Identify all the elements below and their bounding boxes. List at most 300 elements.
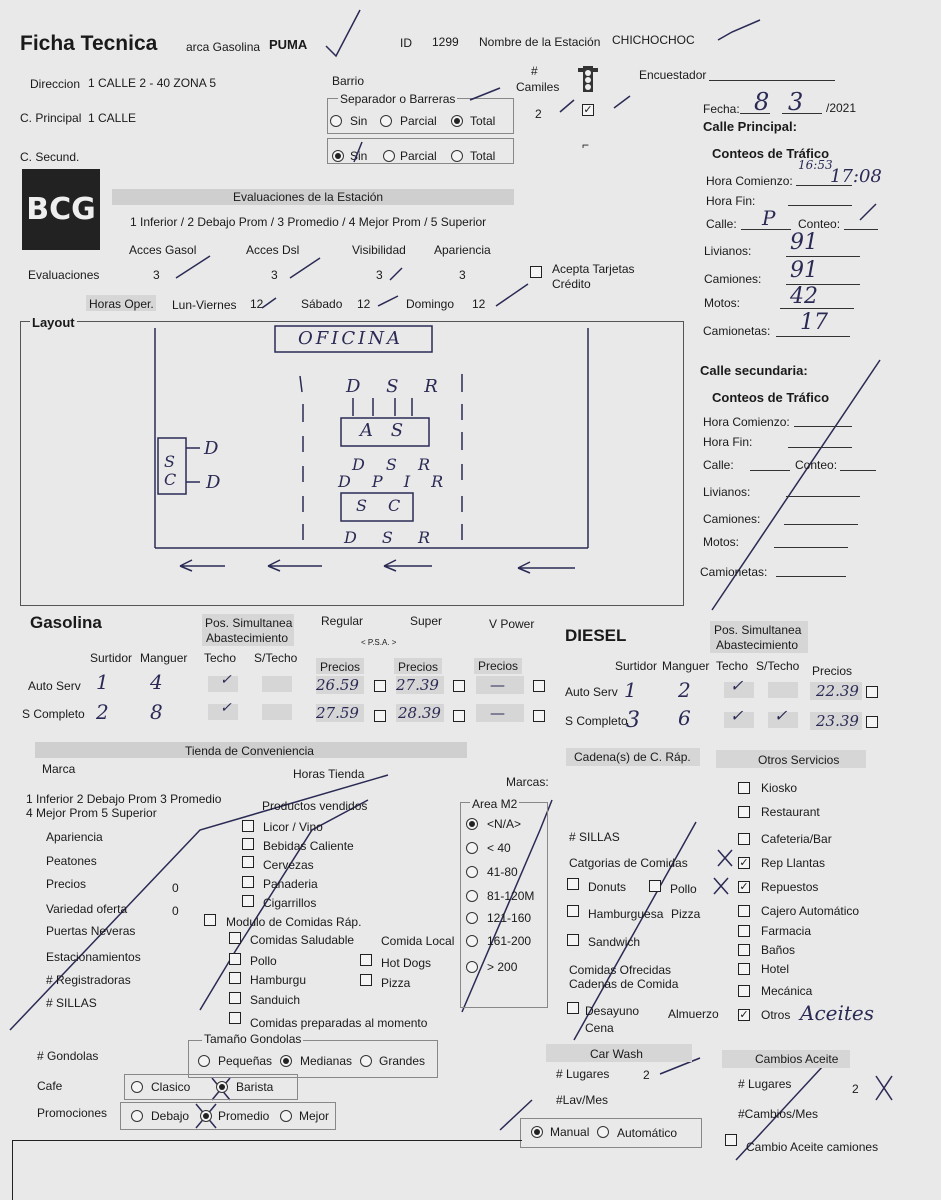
cafe-label: Cafe (37, 1079, 63, 1093)
tienda-eval-variedad-value[interactable]: 0 (172, 904, 179, 918)
otros-item-label: Rep Llantas (761, 856, 826, 870)
cp-hora-fin-field[interactable] (788, 205, 852, 206)
cp-hora-comienzo-label: Hora Comienzo: (706, 174, 793, 188)
area-41-80-radio[interactable] (466, 866, 478, 878)
domingo-value[interactable]: 12 (472, 297, 486, 311)
gasolina-scompleto-vpower-checkbox[interactable] (533, 710, 545, 722)
tienda-eval-precios: Precios (46, 877, 87, 891)
tienda-scale-1: 1 Inferior 2 Debajo Prom 3 Promedio (26, 792, 222, 806)
modulo-pollo-label: Pollo (250, 954, 277, 968)
gasolina-autoserv-label: Auto Serv (28, 679, 81, 693)
carwash-lavmes-label: #Lav/Mes (556, 1093, 609, 1107)
semaforo-principal-checkbox[interactable]: ✓ (583, 104, 593, 116)
fecha-year: /2021 (826, 101, 857, 115)
gasolina-autoserv-techo-check: ✓ (220, 672, 232, 688)
cp-motos-value[interactable]: 42 (790, 284, 818, 309)
comidas-saludable-label: Comidas Saludable (250, 933, 355, 947)
gasolina-autoserv-vpower[interactable]: — (490, 676, 505, 694)
cp-conteo-label: Conteo: (798, 217, 841, 231)
cadena-hamburguesa-label: Hamburguesa (588, 907, 664, 921)
cadena-pollo-label: Pollo (670, 882, 697, 896)
gasolina-scompleto-super[interactable]: 28.39 (398, 704, 441, 722)
area-161-200-label: 161-200 (487, 934, 532, 948)
layout-as: A S (360, 420, 410, 441)
hot-dogs-label: Hot Dogs (381, 956, 432, 970)
tienda-horas-label: Horas Tienda (293, 767, 365, 781)
otros-title: Otros Servicios (758, 753, 840, 767)
promociones-label: Promociones (37, 1106, 108, 1120)
cadena-ofrecidas-2: Cadenas de Comida (569, 977, 679, 991)
area-na-radio[interactable] (466, 818, 478, 830)
cp-hora-comienzo-field[interactable] (796, 185, 852, 186)
diesel-stecho-label: S/Techo (756, 659, 800, 673)
diesel-pos-sim: Pos. Simultanea (714, 623, 802, 637)
diesel-autoserv-label: Auto Serv (565, 685, 618, 699)
otros-item-label: Restaurant (761, 805, 820, 819)
gasolina-vpower-precios: Precios (478, 659, 519, 673)
gasolina-autoserv-stecho[interactable] (262, 676, 292, 692)
area-81-120-radio[interactable] (466, 890, 478, 902)
modulo-hamburgu-checkbox[interactable] (229, 972, 241, 984)
cs-conteo-label: Conteo: (795, 458, 838, 472)
tamano-medianas-label: Medianas (300, 1054, 353, 1068)
comida-local-label: Comida Local (381, 934, 455, 948)
cs-motos-field[interactable] (774, 547, 848, 548)
otros-item-label: Farmacia (761, 924, 812, 938)
cp-camionetas-label: Camionetas: (703, 324, 771, 338)
preparadas-label: Comidas preparadas al momento (250, 1016, 428, 1030)
modulo-hamburgu-label: Hamburgu (250, 973, 307, 987)
otros-item-checkbox[interactable] (738, 985, 750, 997)
fecha-label: Fecha: (703, 102, 740, 116)
separador-sin-radio[interactable] (330, 115, 342, 127)
tienda-eval-peatones: Peatones (46, 854, 97, 868)
cp-camionetas-field[interactable] (776, 336, 850, 337)
aceite-cambios-mes-label: #Cambios/Mes (738, 1107, 819, 1121)
carwash-lugares-label: # Lugares (556, 1067, 610, 1081)
area-161-200-radio[interactable] (466, 935, 478, 947)
layout-side-s: S (164, 452, 175, 471)
id-label: ID (400, 36, 412, 50)
encuestador-field[interactable] (709, 80, 835, 81)
gasolina-scompleto-techo-check: ✓ (220, 700, 232, 716)
camiles-value[interactable]: 2 (535, 107, 542, 121)
otros-item-checkbox[interactable] (738, 782, 750, 794)
area-40-label: < 40 (487, 841, 511, 855)
separador-parcial-label: Parcial (400, 114, 437, 128)
separador2-total-label: Total (470, 149, 496, 163)
cs-calle-field[interactable] (750, 470, 790, 471)
hot-dogs-checkbox[interactable] (360, 954, 372, 966)
aceite-title: Cambios Aceite (755, 1052, 839, 1066)
otros-hand-value[interactable]: Aceites (800, 1001, 875, 1025)
tienda-eval-registradoras: # Registradoras (46, 973, 131, 987)
separador2-total-radio[interactable] (451, 150, 463, 162)
diesel-precios-label: Precios (812, 664, 853, 678)
cs-hora-comienzo-label: Hora Comienzo: (703, 415, 790, 429)
cs-livianos-label: Livianos: (703, 485, 751, 499)
tamano-grandes-radio[interactable] (360, 1055, 372, 1067)
cadena-title: Cadena(s) de C. Ráp. (574, 750, 691, 764)
diesel-scompleto-precio[interactable]: 23.39 (816, 712, 859, 730)
cadena-desayuno-label: Desayuno (585, 1004, 640, 1018)
cp-conteo-field[interactable] (844, 229, 878, 230)
otros-item-checkbox[interactable] (738, 806, 750, 818)
evaluaciones-row-label: Evaluaciones (28, 268, 100, 282)
tamano-pequenas-label: Pequeñas (218, 1054, 273, 1068)
diesel-scompleto-label: S Completo (565, 714, 628, 728)
encuestador-label: Encuestador (639, 68, 707, 82)
otros-item-checkbox[interactable]: ✓ (739, 881, 749, 893)
otros-item-label: Hotel (761, 962, 790, 976)
cadena-hamburguesa-checkbox[interactable] (567, 905, 579, 917)
tienda-eval-puertas: Puertas Neveras (46, 924, 136, 938)
fecha-month-line (782, 113, 822, 114)
otros-item-label: Cafeteria/Bar (761, 832, 832, 846)
diesel-manguer-label: Manguer (662, 659, 710, 673)
cp-camiones-value[interactable]: 91 (790, 258, 818, 283)
gondolas-label: # Gondolas (37, 1049, 99, 1063)
barrio-label: Barrio (332, 74, 365, 88)
lun-viernes-label: Lun-Viernes (172, 298, 237, 312)
gasolina-techo-label: Techo (204, 651, 237, 665)
cs-hora-comienzo-field[interactable] (794, 426, 852, 427)
direccion-label: Direccion (30, 77, 81, 91)
cadena-donuts-label: Donuts (588, 880, 627, 894)
layout-oficina: OFICINA (298, 328, 403, 349)
cp-motos-label: Motos: (704, 296, 741, 310)
productos-title: Productos vendidos (262, 799, 368, 813)
cadena-categorias: Catgorias de Comidas (569, 856, 688, 870)
tarjetas-label-2: Crédito (552, 277, 591, 291)
otros-item-checkbox[interactable] (738, 944, 750, 956)
calle-principal-title: Calle Principal: (703, 119, 797, 134)
gasolina-scompleto-surtidor[interactable]: 2 (96, 700, 109, 724)
separador-label: Separador o Barreras (340, 92, 456, 106)
tarjetas-label: Acepta Tarjetas (552, 262, 635, 276)
gasolina-pos-sim: Pos. Simultanea (205, 616, 293, 630)
cs-motos-label: Motos: (703, 535, 740, 549)
producto-bebidas-checkbox[interactable] (242, 838, 254, 850)
separador2-parcial-radio[interactable] (383, 150, 395, 162)
otros-item-label: Repuestos (761, 880, 819, 894)
gasolina-regular-label: Regular (321, 614, 364, 628)
carwash-lugares-value[interactable]: 2 (643, 1068, 650, 1082)
area-40-radio[interactable] (466, 842, 478, 854)
modulo-label: Modulo de Comidas Ráp. (226, 915, 362, 929)
separador-total-radio[interactable] (451, 115, 463, 127)
camiles-hash: # (531, 64, 538, 78)
cadena-sillas: # SILLAS (569, 830, 620, 844)
diesel-scompleto-techo-check: ✓ (730, 706, 744, 725)
gasolina-autoserv-surtidor[interactable]: 1 (96, 670, 109, 694)
cp-hora-fin-label: Hora Fin: (706, 194, 756, 208)
gasolina-scompleto-vpower[interactable]: — (490, 704, 505, 722)
diesel-autoserv-manguer[interactable]: 2 (678, 678, 691, 702)
cadena-sandwich-label: Sandwich (588, 935, 641, 949)
layout-side-c: C (164, 470, 177, 489)
fecha-day[interactable]: 8 (754, 88, 770, 116)
cp-hora-comienzo-hand1[interactable]: 16:53 (798, 158, 833, 172)
producto-cigarrillos-checkbox[interactable] (242, 895, 254, 907)
promo-mejor-label: Mejor (299, 1109, 330, 1123)
form-bottom-line-2 (12, 1140, 482, 1141)
gasolina-surtidor-label: Surtidor (90, 651, 133, 665)
diesel-abast: Abastecimiento (716, 638, 799, 652)
promo-debajo-radio[interactable] (131, 1110, 143, 1122)
eval-apariencia-value[interactable]: 3 (459, 268, 466, 282)
otros-item-checkbox[interactable] (738, 905, 750, 917)
gasolina-autoserv-vpower-checkbox[interactable] (533, 680, 545, 692)
diesel-techo-label: Techo (716, 659, 749, 673)
cp-camiones-label: Camiones: (704, 272, 762, 286)
cs-hora-fin-label: Hora Fin: (703, 435, 753, 449)
modulo-pizza-checkbox[interactable] (360, 974, 372, 986)
tienda-eval-sillas: # SILLAS (46, 996, 97, 1010)
calle-secundaria-title: Calle secundaria: (700, 363, 808, 378)
gasolina-scompleto-regular[interactable]: 27.59 (316, 704, 359, 722)
eval-visibilidad-label: Visibilidad (352, 243, 406, 257)
otros-item-label: Cajero Automático (761, 904, 860, 918)
area-title: Area M2 (472, 797, 518, 811)
aceite-lugares-value[interactable]: 2 (852, 1082, 859, 1096)
otros-item-checkbox[interactable]: ✓ (739, 857, 749, 869)
traffic-light-icon (576, 64, 600, 94)
otros-item-label: Mecánica (761, 984, 813, 998)
marca-label: arca Gasolina (186, 40, 261, 54)
tienda-title: Tienda de Conveniencia (185, 744, 314, 758)
separador2-parcial-label: Parcial (400, 149, 437, 163)
gasolina-scompleto-regular-checkbox[interactable] (374, 710, 386, 722)
gasolina-manguer-label: Manguer (140, 651, 188, 665)
cadena-cena-label: Cena (585, 1021, 614, 1035)
carwash-manual-label: Manual (550, 1125, 590, 1139)
area-group (460, 802, 548, 1008)
tamano-medianas-radio[interactable] (280, 1055, 292, 1067)
sabado-label: Sábado (301, 297, 343, 311)
direccion-value[interactable]: 1 CALLE 2 - 40 ZONA 5 (88, 76, 217, 90)
area-200-label: > 200 (487, 960, 518, 974)
tarjetas-checkbox[interactable] (530, 266, 542, 278)
cp-livianos-value[interactable]: 91 (790, 230, 818, 255)
aceite-camiones-checkbox[interactable] (725, 1134, 737, 1146)
tienda-eval-apariencia: Apariencia (46, 830, 103, 844)
carwash-title: Car Wash (590, 1047, 643, 1061)
evaluaciones-scale: 1 Inferior / 2 Debajo Prom / 3 Promedio / 4 Mejor Prom / 5 Superior (130, 215, 487, 229)
cp-livianos-field[interactable] (786, 256, 860, 257)
tamano-grandes-label: Grandes (379, 1054, 426, 1068)
domingo-label: Domingo (406, 297, 455, 311)
id-value[interactable]: 1299 (432, 35, 459, 49)
cs-livianos-field[interactable] (786, 496, 860, 497)
modulo-checkbox[interactable] (204, 914, 216, 926)
modulo-pollo-checkbox[interactable] (229, 953, 241, 965)
layout-side-d1: D (204, 438, 219, 459)
producto-panaderia-checkbox[interactable] (242, 876, 254, 888)
cadena-sandwich-checkbox[interactable] (567, 934, 579, 946)
otros-item-checkbox[interactable]: ✓ (739, 1009, 749, 1021)
eval-acces-dsl-value[interactable]: 3 (271, 268, 278, 282)
producto-panaderia-label: Panaderia (263, 877, 318, 891)
calle-principal-conteos: Conteos de Tráfico (712, 146, 830, 161)
diesel-scompleto-checkbox[interactable] (866, 716, 878, 728)
producto-cigarrillos-label: Cigarrillos (263, 896, 317, 910)
producto-licor-label: Licor / Vino (263, 820, 323, 834)
lun-viernes-value[interactable]: 12 (250, 297, 264, 311)
carwash-automatico-radio[interactable] (597, 1126, 609, 1138)
carwash-manual-radio[interactable] (531, 1126, 543, 1138)
cs-camiones-field[interactable] (784, 524, 858, 525)
form-bottom-left-border (12, 1140, 13, 1200)
gasolina-regular-precios: Precios (320, 660, 361, 674)
otros-item-checkbox[interactable] (738, 963, 750, 975)
cp-motos-field[interactable] (780, 308, 854, 309)
cp-hora-comienzo-hand2[interactable]: 17:08 (830, 166, 882, 187)
cafe-clasico-radio[interactable] (131, 1081, 143, 1093)
producto-licor-checkbox[interactable] (242, 820, 254, 832)
diesel-autoserv-stecho[interactable] (768, 682, 798, 698)
gasolina-vpower-label: V Power (489, 617, 535, 631)
cs-hora-fin-field[interactable] (788, 447, 852, 448)
separador2-sin-radio[interactable] (332, 150, 344, 162)
tienda-marcas-label: Marcas: (506, 775, 549, 789)
cadena-donuts-checkbox[interactable] (567, 878, 579, 890)
cadena-pollo-checkbox[interactable] (649, 880, 661, 892)
diesel-surtidor-label: Surtidor (615, 659, 658, 673)
gasolina-title: Gasolina (30, 613, 102, 632)
cp-camionetas-value[interactable]: 17 (800, 310, 828, 335)
form-title: Ficha Tecnica (20, 32, 158, 55)
c-principal-value[interactable]: 1 CALLE (88, 111, 137, 125)
producto-cervezas-label: Cervezas (263, 858, 314, 872)
tienda-eval-variedad: Variedad oferta (46, 902, 128, 916)
diesel-autoserv-checkbox[interactable] (866, 686, 878, 698)
aceite-lugares-label: # Lugares (738, 1077, 792, 1091)
cafe-barista-label: Barista (236, 1080, 274, 1094)
gasolina-super-label: Super (410, 614, 443, 628)
separador-parcial-radio[interactable] (380, 115, 392, 127)
modulo-sanduich-checkbox[interactable] (229, 992, 241, 1004)
layout-dsr-mid: D S R (352, 455, 439, 474)
fecha-month[interactable]: 3 (788, 88, 804, 116)
comidas-saludable-checkbox[interactable] (229, 932, 241, 944)
promo-promedio-radio[interactable] (200, 1110, 212, 1122)
diesel-autoserv-surtidor[interactable]: 1 (624, 678, 637, 702)
gasolina-autoserv-super-checkbox[interactable] (453, 680, 465, 692)
otros-item-label: Baños (761, 943, 796, 957)
gasolina-scompleto-label: S Completo (22, 707, 85, 721)
tienda-eval-precios-value[interactable]: 0 (172, 881, 179, 895)
gasolina-abast: Abastecimiento (206, 631, 289, 645)
promo-promedio-label: Promedio (218, 1109, 270, 1123)
diesel-title: DIESEL (565, 626, 627, 645)
marca-value[interactable]: PUMA (269, 37, 308, 52)
gasolina-psa: < P.S.A. > (361, 638, 397, 647)
gasolina-autoserv-manguer[interactable]: 4 (150, 670, 163, 694)
layout-sc: S C (356, 496, 409, 515)
cs-camionetas-field[interactable] (776, 576, 846, 577)
otros-item-label: Kiosko (761, 781, 798, 795)
gasolina-scompleto-stecho[interactable] (262, 704, 292, 720)
promo-mejor-radio[interactable] (280, 1110, 292, 1122)
diesel-scompleto-stecho-check: ✓ (774, 706, 788, 725)
preparadas-checkbox[interactable] (229, 1012, 241, 1024)
gasolina-stecho-label: S/Techo (254, 651, 298, 665)
cs-calle-label: Calle: (703, 458, 734, 472)
fecha-day-line (740, 113, 770, 114)
layout-side-d2: D (206, 472, 221, 493)
eval-acces-gasol-label: Acces Gasol (129, 243, 197, 257)
cafe-barista-radio[interactable] (216, 1081, 228, 1093)
diesel-autoserv-precio[interactable]: 22.39 (816, 682, 859, 700)
cp-calle-value[interactable]: P (762, 206, 776, 230)
layout-title: Layout (32, 315, 75, 330)
modulo-sanduich-label: Sanduich (250, 993, 301, 1007)
horas-oper-label: Horas Oper. (89, 297, 154, 311)
bcg-logo: BCG (22, 169, 100, 250)
cp-livianos-label: Livianos: (704, 244, 752, 258)
otros-item-checkbox[interactable] (738, 925, 750, 937)
area-81-120-label: 81-120M (487, 889, 535, 903)
tamano-title: Tamaño Gondolas (204, 1032, 302, 1046)
c-principal-label: C. Principal (20, 111, 82, 125)
cadena-ofrecidas-1: Comidas Ofrecidas (569, 963, 672, 977)
gasolina-autoserv-regular[interactable]: 26.59 (316, 676, 359, 694)
modulo-pizza-label: Pizza (381, 976, 411, 990)
cafe-clasico-label: Clasico (151, 1080, 191, 1094)
cadena-desayuno-checkbox[interactable] (567, 1002, 579, 1014)
otros-item-checkbox[interactable] (738, 833, 750, 845)
separador-total-label: Total (470, 114, 496, 128)
eval-apariencia-label: Apariencia (434, 243, 491, 257)
semaforo-secund-checkbox[interactable]: ⌐ (582, 138, 590, 152)
layout-dsr-top: D S R (346, 376, 448, 397)
cs-conteo-field[interactable] (840, 470, 876, 471)
area-121-160-radio[interactable] (466, 912, 478, 924)
gasolina-super-precios: Precios (398, 660, 439, 674)
gasolina-autoserv-regular-checkbox[interactable] (374, 680, 386, 692)
carwash-automatico-label: Automático (617, 1126, 678, 1140)
tienda-scale-2: 4 Mejor Prom 5 Superior (26, 806, 157, 820)
producto-cervezas-checkbox[interactable] (242, 856, 254, 868)
eval-acces-gasol-value[interactable]: 3 (153, 268, 160, 282)
eval-acces-dsl-label: Acces Dsl (246, 243, 300, 257)
cp-calle-field[interactable] (741, 229, 791, 230)
sabado-value[interactable]: 12 (357, 297, 371, 311)
diesel-scompleto-manguer[interactable]: 6 (678, 706, 691, 730)
aceite-camiones-label: Cambio Aceite camiones (746, 1140, 879, 1154)
c-secund-label: C. Secund. (20, 150, 80, 164)
cp-calle-label: Calle: (706, 217, 737, 231)
separador2-sin-label: Sin (350, 149, 368, 163)
eval-visibilidad-value[interactable]: 3 (376, 268, 383, 282)
area-200-radio[interactable] (466, 961, 478, 973)
estacion-value[interactable]: CHICHOCHOC (612, 33, 695, 47)
producto-bebidas-label: Bebidas Caliente (263, 839, 354, 853)
gasolina-autoserv-super[interactable]: 27.39 (396, 676, 439, 694)
tamano-pequenas-radio[interactable] (198, 1055, 210, 1067)
cadena-almuerzo-label: Almuerzo (668, 1007, 719, 1021)
cs-camionetas-label: Camionetas: (700, 565, 768, 579)
gasolina-scompleto-super-checkbox[interactable] (453, 710, 465, 722)
area-na-label: <N/A> (487, 817, 522, 831)
gasolina-scompleto-manguer[interactable]: 8 (150, 700, 163, 724)
cs-camiones-label: Camiones: (703, 512, 761, 526)
calle-secundaria-conteos: Conteos de Tráfico (712, 390, 830, 405)
diesel-scompleto-surtidor[interactable]: 3 (626, 708, 640, 733)
area-121-160-label: 121-160 (487, 911, 532, 925)
tienda-marca-label: Marca (42, 762, 76, 776)
